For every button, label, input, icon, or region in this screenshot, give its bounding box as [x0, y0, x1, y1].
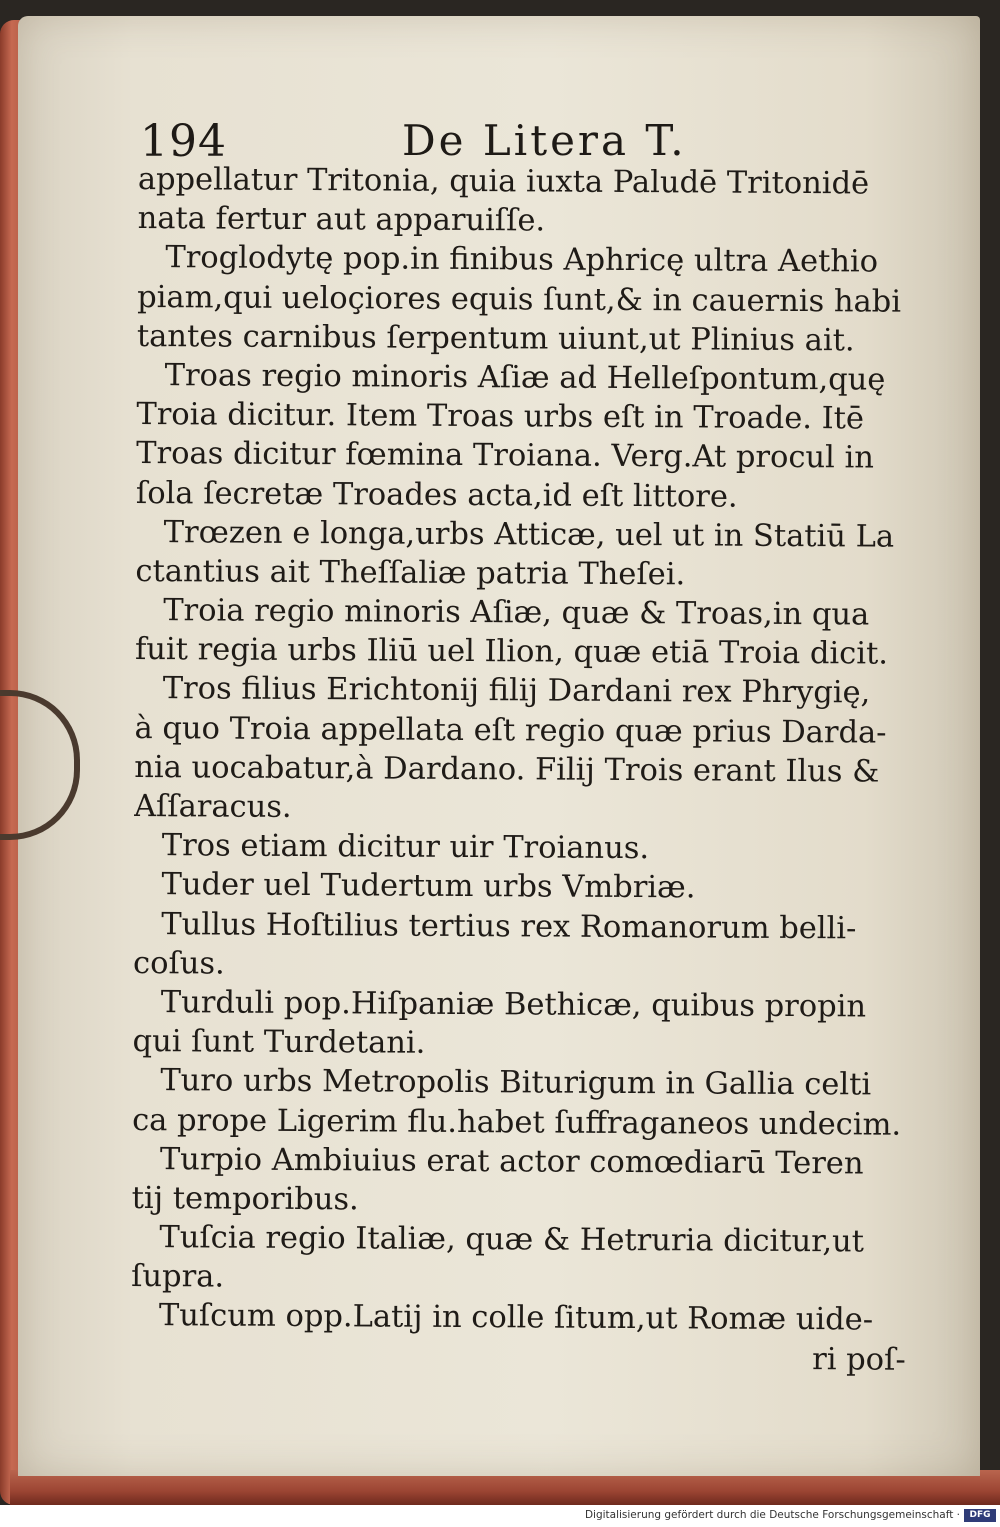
text-line: Tros etiam dicitur uir Troianus.	[161, 828, 650, 867]
text-line: tantes carnibus ſerpentum uiunt,ut Plinius ait.	[136, 318, 855, 359]
text-block	[131, 160, 913, 1380]
text-line: Tuſcia regio Italiæ, quæ & Hetruria dicitur,ut	[159, 1220, 865, 1260]
footer	[0, 1505, 1000, 1527]
text-line: Troia regio minoris Aſiæ, quæ & Troas,in qua	[163, 593, 870, 633]
text-line: Trœzen e longa,urbs Atticæ, uel ut in Statiū La	[163, 514, 895, 555]
page-title: De Litera T.	[402, 116, 687, 165]
text-line: ctantius ait Theſſaliæ patria Theſei.	[135, 553, 686, 593]
page-number: 194	[140, 116, 227, 167]
text-line: ca prope Ligerim flu.habet ſuffraganeos undecim.	[132, 1102, 902, 1143]
text-line: qui ſunt Turdetani.	[132, 1024, 426, 1061]
text-line: Troglodytę pop.in finibus Aphricę ultra Aethio	[165, 240, 879, 280]
text-line: Aſſaracus.	[133, 788, 292, 825]
text-line: fuit regia urbs Iliū uel Ilion, quæ etiā Troia dicit.	[134, 632, 889, 672]
text-line: nata fertur aut apparuiſſe.	[137, 201, 546, 239]
text-line: Tuder uel Tudertum urbs Vmbriæ.	[161, 867, 696, 906]
text-line: Troas regio minoris Aſiæ ad Helleſpontum,quę	[164, 358, 886, 398]
text-line: Tros filius Erichtonij filij Dardani rex Phrygię,	[162, 671, 871, 711]
catchword: ri poſ-	[812, 1341, 906, 1378]
running-head	[140, 108, 900, 168]
text-line: ſola ſecretæ Troades acta,id eſt littore.	[135, 475, 738, 515]
text-line: Turo urbs Metropolis Biturigum in Gallia celti	[160, 1063, 872, 1103]
text-line: à quo Troia appellata eſt regio quæ prius Darda-	[134, 710, 887, 751]
text-line: Troia dicitur. Item Troas urbs eſt in Troade. Itē	[136, 397, 865, 437]
text-line: Turduli pop.Hiſpaniæ Bethicæ, quibus propin	[160, 985, 867, 1025]
text-line: piam,qui ueloçiores equis ſunt,& in cauernis habi	[137, 279, 902, 320]
text-line: Troas dicitur fœmina Troiana. Verg.At procul in	[136, 436, 875, 476]
text-line: ſupra.	[131, 1259, 225, 1295]
text-line: coſus.	[132, 945, 225, 982]
text-line: nia uocabatur,à Dardano. Filij Trois erant Ilus &	[134, 749, 880, 790]
text-line: Tullus Hoſtilius tertius rex Romanorum belli-	[161, 906, 857, 946]
text-line: appellatur Tritonia, quia iuxta Paludē Tritonidē	[137, 161, 870, 202]
text-line: Turpio Ambiuius erat actor comœdiarū Teren	[159, 1141, 864, 1182]
text-line: Tuſcum opp.Latij in colle ſitum,ut Romæ uide-	[158, 1298, 874, 1338]
dfg-logo: DFG	[964, 1509, 996, 1522]
text-line: tij temporibus.	[131, 1180, 359, 1218]
footer-credit: Digitalisierung gefördert durch die Deutsche Forschungsgemeinschaft ·	[584, 1509, 960, 1521]
